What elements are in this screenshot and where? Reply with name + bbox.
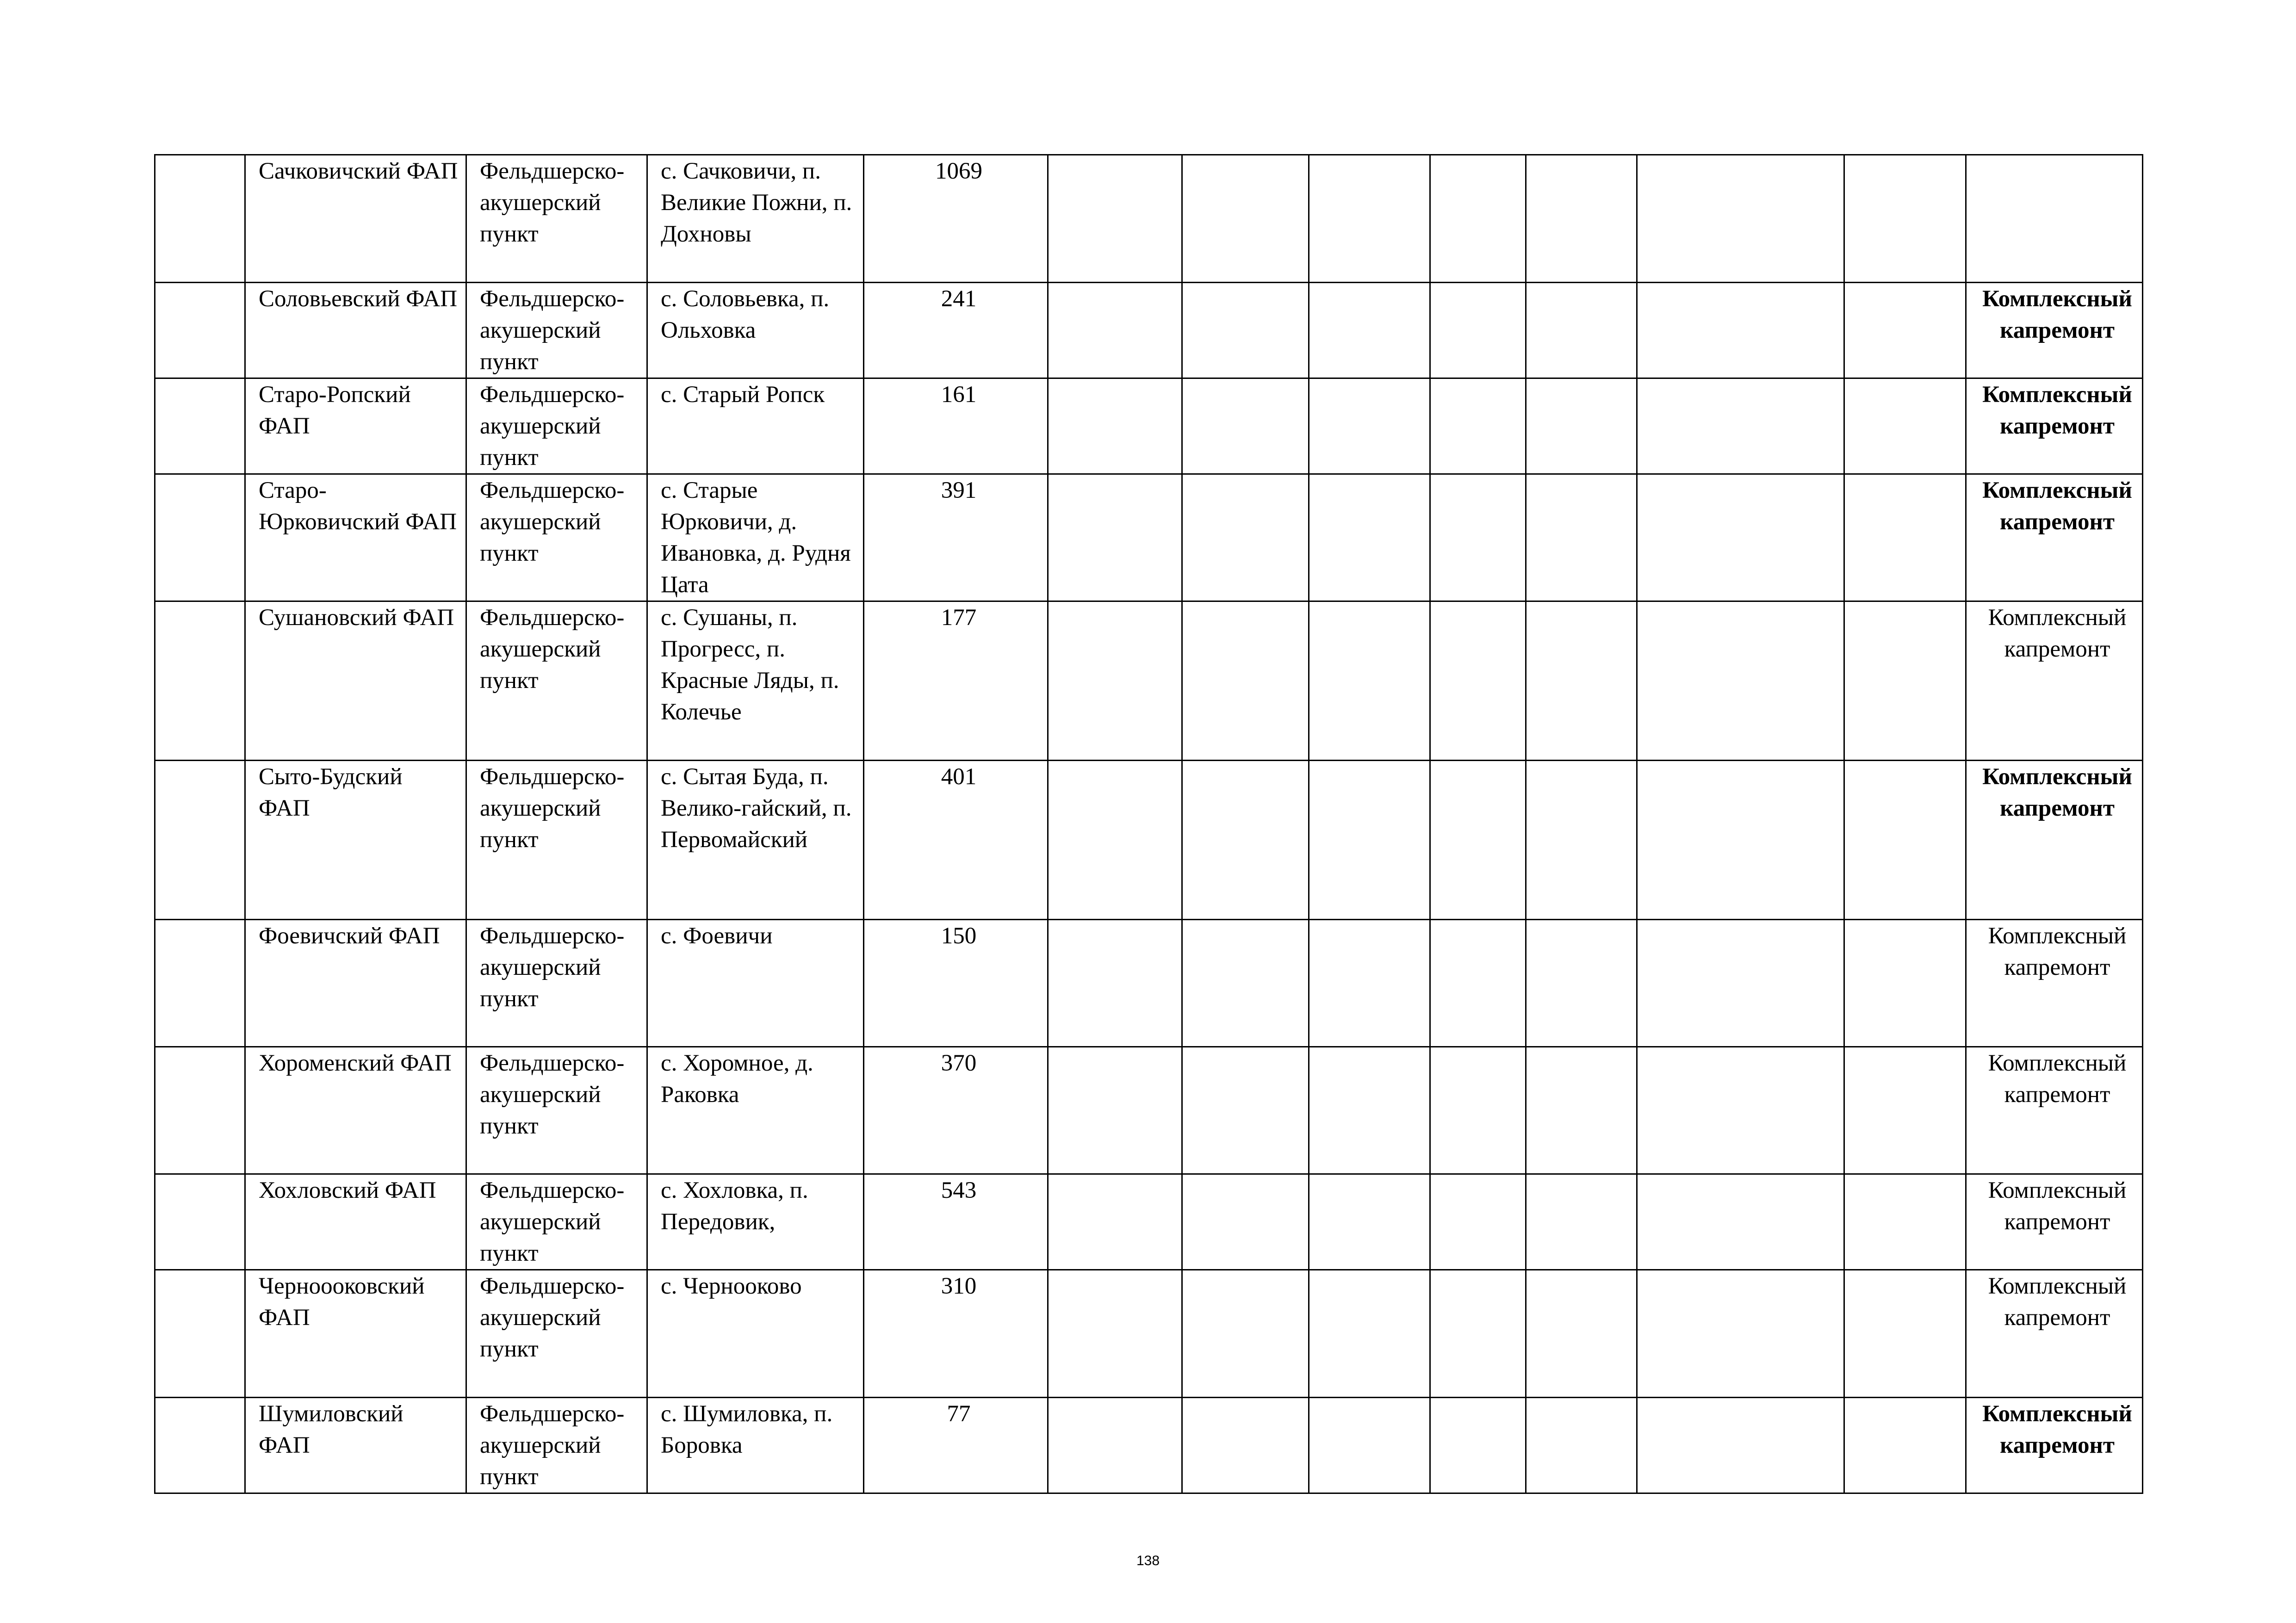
empty-cell [1309, 601, 1430, 761]
empty-cell [1526, 1047, 1637, 1174]
table-body [155, 155, 2143, 1493]
table-row [155, 283, 2143, 378]
empty-cell [1430, 155, 1526, 283]
empty-cell [1182, 474, 1309, 601]
facility-type-cell: Фельдшерско-акушерский пункт [466, 1047, 647, 1174]
empty-cell [1048, 378, 1182, 474]
empty-cell [1430, 283, 1526, 378]
empty-cell [1048, 920, 1182, 1047]
table-row [155, 761, 2143, 920]
facility-name-cell: Шумиловский ФАП [245, 1398, 466, 1493]
empty-cell [1526, 283, 1637, 378]
row-index-cell [155, 1270, 245, 1398]
empty-cell [1844, 761, 1966, 920]
empty-cell [1048, 601, 1182, 761]
empty-cell [1309, 1270, 1430, 1398]
empty-cell [1182, 601, 1309, 761]
empty-cell [1182, 1398, 1309, 1493]
facility-name-cell: Соловьевский ФАП [245, 283, 466, 378]
settlements-cell: с. Сытая Буда, п. Велико-гайский, п. Первомайский [647, 761, 864, 920]
row-index-cell [155, 1174, 245, 1270]
empty-cell [1309, 378, 1430, 474]
empty-cell [1844, 283, 1966, 378]
empty-cell [1182, 920, 1309, 1047]
row-index-cell [155, 761, 245, 920]
empty-cell [1844, 1174, 1966, 1270]
empty-cell [1309, 474, 1430, 601]
empty-cell [1048, 1174, 1182, 1270]
empty-cell [1526, 474, 1637, 601]
row-index-cell [155, 283, 245, 378]
empty-cell [1430, 1174, 1526, 1270]
empty-cell [1430, 378, 1526, 474]
empty-cell [1430, 1047, 1526, 1174]
empty-cell [1526, 601, 1637, 761]
empty-cell [1430, 920, 1526, 1047]
empty-cell [1309, 920, 1430, 1047]
empty-cell [1182, 283, 1309, 378]
table-row [155, 474, 2143, 601]
settlements-cell: с. Шумиловка, п. Боровка [647, 1398, 864, 1493]
empty-cell [1182, 1047, 1309, 1174]
facility-name-cell: Сачковичский ФАП [245, 155, 466, 283]
empty-cell [1844, 1398, 1966, 1493]
facility-type-cell: Фельдшерско-акушерский пункт [466, 283, 647, 378]
facility-type-cell: Фельдшерско-акушерский пункт [466, 155, 647, 283]
repair-type-cell: Комплексный капремонт [1966, 474, 2143, 601]
empty-cell [1637, 378, 1844, 474]
empty-cell [1637, 474, 1844, 601]
empty-cell [1048, 283, 1182, 378]
empty-cell [1309, 761, 1430, 920]
facility-type-cell: Фельдшерско-акушерский пункт [466, 601, 647, 761]
facility-type-cell: Фельдшерско-акушерский пункт [466, 474, 647, 601]
table-row [155, 1174, 2143, 1270]
table-row [155, 378, 2143, 474]
repair-type-cell [1966, 155, 2143, 283]
empty-cell [1526, 761, 1637, 920]
repair-type-cell: Комплексный капремонт [1966, 1174, 2143, 1270]
facilities-table [154, 154, 2143, 1494]
empty-cell [1048, 1047, 1182, 1174]
facility-type-cell: Фельдшерско-акушерский пункт [466, 761, 647, 920]
population-cell: 177 [864, 601, 1048, 761]
empty-cell [1637, 920, 1844, 1047]
empty-cell [1637, 601, 1844, 761]
empty-cell [1182, 1174, 1309, 1270]
population-cell: 1069 [864, 155, 1048, 283]
empty-cell [1182, 378, 1309, 474]
page-number: 138 [1136, 1553, 1160, 1568]
empty-cell [1430, 1398, 1526, 1493]
empty-cell [1182, 761, 1309, 920]
empty-cell [1309, 155, 1430, 283]
repair-type-cell: Комплексный капремонт [1966, 920, 2143, 1047]
empty-cell [1048, 474, 1182, 601]
facility-name-cell: Старо-Ропский ФАП [245, 378, 466, 474]
empty-cell [1844, 378, 1966, 474]
table-row [155, 1270, 2143, 1398]
population-cell: 77 [864, 1398, 1048, 1493]
facility-name-cell: Старо-Юрковичский ФАП [245, 474, 466, 601]
empty-cell [1637, 1270, 1844, 1398]
facility-name-cell: Сыто-Будский ФАП [245, 761, 466, 920]
empty-cell [1526, 155, 1637, 283]
repair-type-cell: Комплексный капремонт [1966, 1398, 2143, 1493]
facility-type-cell: Фельдшерско-акушерский пункт [466, 378, 647, 474]
empty-cell [1048, 155, 1182, 283]
population-cell: 161 [864, 378, 1048, 474]
row-index-cell [155, 474, 245, 601]
empty-cell [1844, 1047, 1966, 1174]
empty-cell [1309, 1174, 1430, 1270]
population-cell: 391 [864, 474, 1048, 601]
row-index-cell [155, 920, 245, 1047]
empty-cell [1844, 474, 1966, 601]
empty-cell [1637, 283, 1844, 378]
facility-name-cell: Фоевичский ФАП [245, 920, 466, 1047]
empty-cell [1526, 920, 1637, 1047]
settlements-cell: с. Соловьевка, п. Ольховка [647, 283, 864, 378]
population-cell: 150 [864, 920, 1048, 1047]
settlements-cell: с. Фоевичи [647, 920, 864, 1047]
empty-cell [1309, 283, 1430, 378]
empty-cell [1048, 1398, 1182, 1493]
facility-type-cell: Фельдшерско-акушерский пункт [466, 920, 647, 1047]
facility-type-cell: Фельдшерско-акушерский пункт [466, 1398, 647, 1493]
empty-cell [1526, 1270, 1637, 1398]
empty-cell [1526, 1398, 1637, 1493]
empty-cell [1637, 1174, 1844, 1270]
table-row [155, 1398, 2143, 1493]
empty-cell [1637, 761, 1844, 920]
population-cell: 241 [864, 283, 1048, 378]
row-index-cell [155, 1047, 245, 1174]
empty-cell [1048, 761, 1182, 920]
settlements-cell: с. Старый Ропск [647, 378, 864, 474]
empty-cell [1637, 155, 1844, 283]
facility-type-cell: Фельдшерско-акушерский пункт [466, 1174, 647, 1270]
repair-type-cell: Комплексный капремонт [1966, 283, 2143, 378]
repair-type-cell: Комплексный капремонт [1966, 601, 2143, 761]
population-cell: 543 [864, 1174, 1048, 1270]
empty-cell [1844, 920, 1966, 1047]
table-row [155, 601, 2143, 761]
settlements-cell: с. Сушаны, п. Прогресс, п. Красные Ляды, п. Колечье [647, 601, 864, 761]
repair-type-cell: Комплексный капремонт [1966, 761, 2143, 920]
facility-name-cell: Хохловский ФАП [245, 1174, 466, 1270]
population-cell: 370 [864, 1047, 1048, 1174]
table-row [155, 920, 2143, 1047]
empty-cell [1048, 1270, 1182, 1398]
settlements-cell: с. Сачковичи, п. Великие Пожни, п. Дохновы [647, 155, 864, 283]
population-cell: 310 [864, 1270, 1048, 1398]
empty-cell [1430, 761, 1526, 920]
empty-cell [1637, 1047, 1844, 1174]
row-index-cell [155, 1398, 245, 1493]
empty-cell [1844, 155, 1966, 283]
empty-cell [1430, 1270, 1526, 1398]
empty-cell [1309, 1047, 1430, 1174]
facility-name-cell: Хороменский ФАП [245, 1047, 466, 1174]
facility-name-cell: Сушановский ФАП [245, 601, 466, 761]
table-row [155, 155, 2143, 283]
empty-cell [1844, 601, 1966, 761]
settlements-cell: с. Старые Юрковичи, д. Ивановка, д. Рудня Цата [647, 474, 864, 601]
empty-cell [1844, 1270, 1966, 1398]
row-index-cell [155, 601, 245, 761]
facility-type-cell: Фельдшерско-акушерский пункт [466, 1270, 647, 1398]
empty-cell [1526, 378, 1637, 474]
table-row [155, 1047, 2143, 1174]
row-index-cell [155, 155, 245, 283]
repair-type-cell: Комплексный капремонт [1966, 378, 2143, 474]
empty-cell [1309, 1398, 1430, 1493]
population-cell: 401 [864, 761, 1048, 920]
facility-name-cell: Черноооковский ФАП [245, 1270, 466, 1398]
empty-cell [1430, 474, 1526, 601]
empty-cell [1526, 1174, 1637, 1270]
row-index-cell [155, 378, 245, 474]
settlements-cell: с. Чернооково [647, 1270, 864, 1398]
empty-cell [1637, 1398, 1844, 1493]
settlements-cell: с. Хохловка, п. Передовик, [647, 1174, 864, 1270]
empty-cell [1182, 1270, 1309, 1398]
empty-cell [1430, 601, 1526, 761]
repair-type-cell: Комплексный капремонт [1966, 1270, 2143, 1398]
repair-type-cell: Комплексный капремонт [1966, 1047, 2143, 1174]
empty-cell [1182, 155, 1309, 283]
settlements-cell: с. Хоромное, д. Раковка [647, 1047, 864, 1174]
